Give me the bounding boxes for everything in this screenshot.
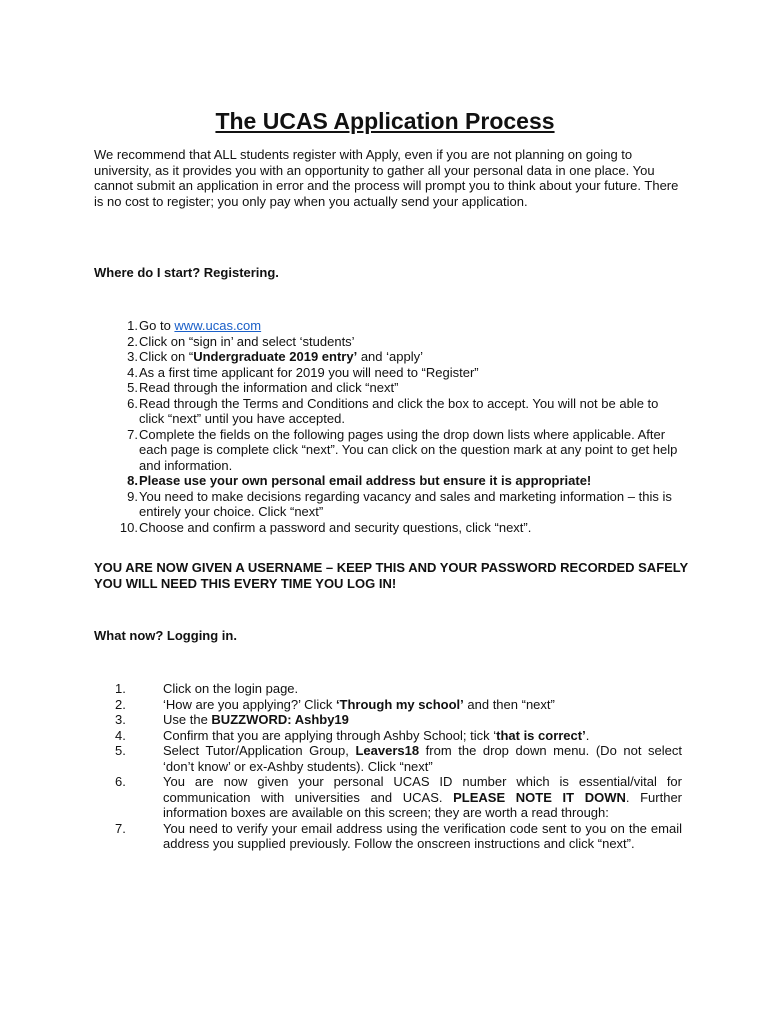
list-item: 3. Click on “Undergraduate 2019 entry’ and ‘apply’ bbox=[127, 349, 423, 364]
list-item: 7. Complete the fields on the following pages using the drop down lists where applicable. After each page is complete click “next”. You can click on the question mark at any point to get help and information. bbox=[127, 426, 678, 473]
page-title: The UCAS Application Process bbox=[215, 108, 555, 134]
ucas-link[interactable]: www.ucas.com bbox=[174, 318, 262, 333]
registering-heading: Where do I start? Registering. bbox=[94, 265, 279, 280]
list-item: 4. As a first time applicant for 2019 you will need to “Register” bbox=[127, 364, 479, 380]
logging-in-list bbox=[94, 681, 682, 852]
list-item: 2. ‘How are you applying?’ Click ‘Through my school’ and then “next” bbox=[115, 696, 555, 712]
list-item: 6. Read through the Terms and Conditions and click the box to accept. You will not be able to click “next” until you have accepted. bbox=[127, 395, 659, 426]
list-item: 5. Read through the information and click “next” bbox=[127, 380, 399, 395]
list-item: 9. You need to make decisions regarding vacancy and sales and marketing information – this is entirely your choice. Click “next” bbox=[127, 488, 672, 519]
list-item: 1. Go to www.ucas.com bbox=[127, 318, 262, 333]
username-notice: YOU ARE NOW GIVEN A USERNAME – KEEP THIS AND YOUR PASSWORD RECORDED SAFELY YOU WILL NEED THIS EVERY TIME YOU LOG IN! bbox=[94, 560, 688, 591]
list-item: 4. Confirm that you are applying through Ashby School; tick ‘that is correct’. bbox=[115, 727, 590, 743]
list-item: 5. Select Tutor/Application Group, Leavers18 from the drop down menu. (Do not select ‘don’t know’ or ex-Ashby students). Click “next” bbox=[115, 743, 682, 774]
list-item: 8. Please use your own personal email address but ensure it is appropriate! bbox=[127, 473, 592, 488]
registering-list bbox=[94, 318, 684, 535]
list-item: 1. Click on the login page. bbox=[115, 681, 299, 696]
list-item: 10. Choose and confirm a password and security questions, click “next”. bbox=[119, 519, 532, 535]
list-item: 7. You need to verify your email address using the verification code sent to you on the email address you supplied previously. Follow the onscreen instructions and click “next”. bbox=[115, 820, 682, 851]
intro-paragraph: We recommend that ALL students register with Apply, even if you are not planning on going to university, as it provides you with an opportunity to gather all your personal data in one place. You cannot submit an application in error and the process will prompt you to think about your future. There is no cost to register; you only pay when you actually send your application. bbox=[94, 147, 679, 209]
logging-in-heading: What now? Logging in. bbox=[94, 628, 237, 643]
list-item: 6. You are now given your personal UCAS ID number which is essential/vital for communication with universities and UCAS. PLEASE NOTE IT DOWN. Further information boxes are available on this screen; they are worth a read through: bbox=[115, 774, 682, 820]
list-item: 3. Use the BUZZWORD: Ashby19 bbox=[115, 712, 349, 727]
list-item: 2. Click on “sign in’ and select ‘students’ bbox=[127, 333, 355, 349]
